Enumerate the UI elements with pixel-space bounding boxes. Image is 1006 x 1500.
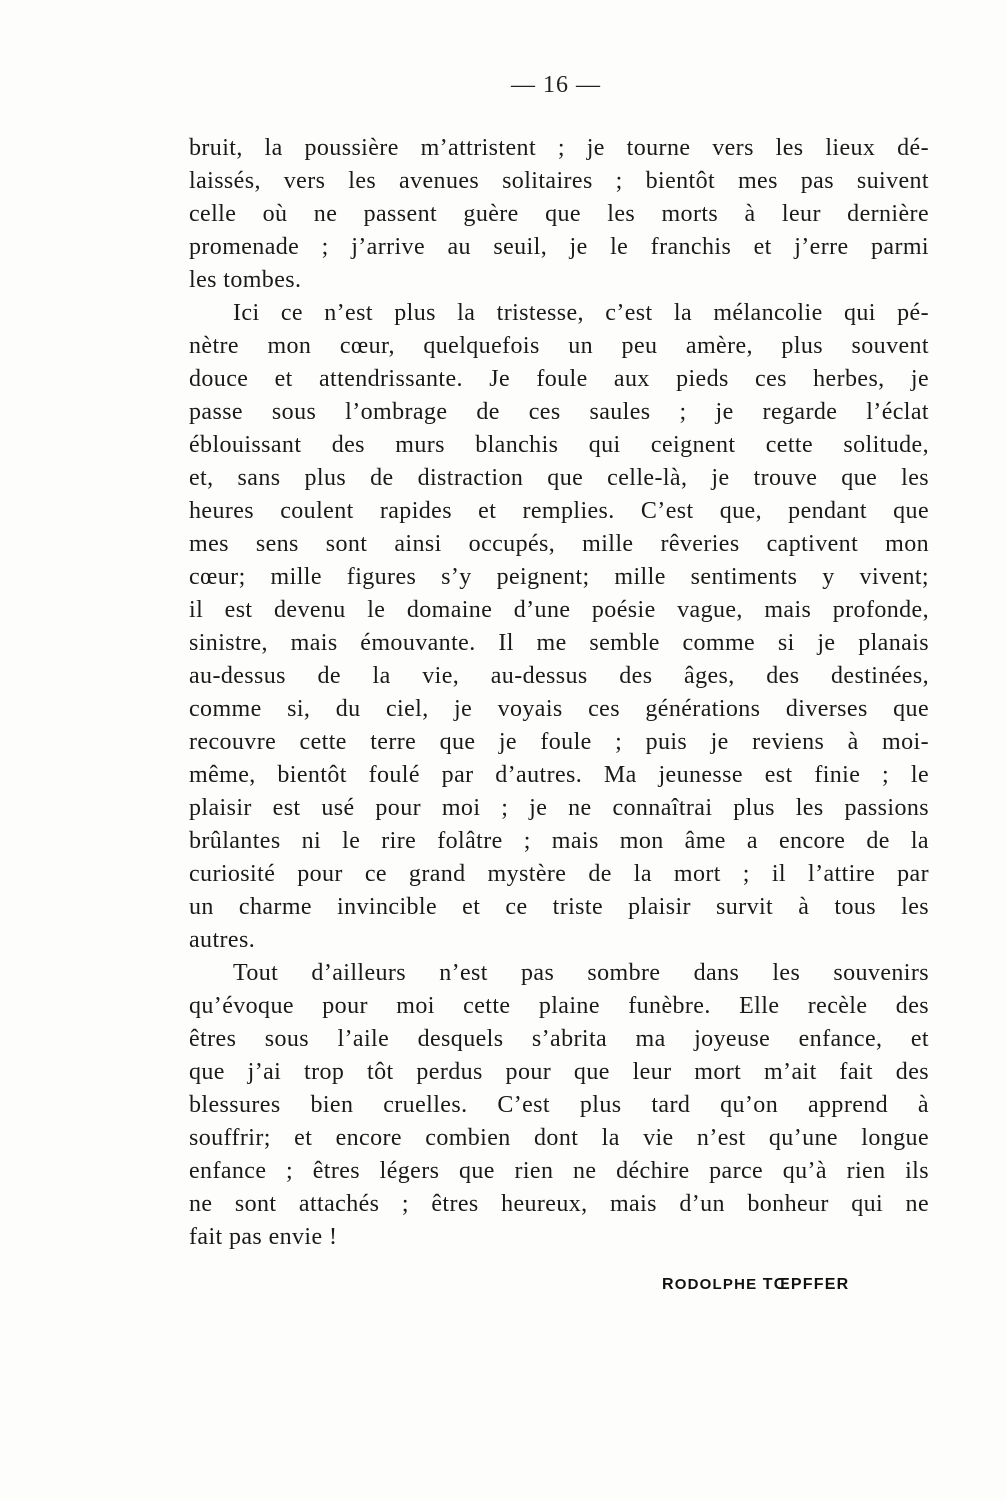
text-line: douce et attendrissante. Je foule aux pieds ces herbes, je (189, 366, 929, 392)
text-line: les tombes. (189, 267, 302, 293)
text-line: mes sens sont ainsi occupés, mille rêveries captivent mon (189, 531, 929, 557)
text-line: heures coulent rapides et remplies. C’est que, pendant que (189, 498, 929, 524)
text-line: brûlantes ni le rire folâtre ; mais mon âme a encore de la (189, 828, 929, 854)
text-line: promenade ; j’arrive au seuil, je le franchis et j’erre parmi (189, 234, 929, 260)
text-line: nètre mon cœur, quelquefois un peu amère, plus souvent (189, 333, 929, 359)
text-line: sinistre, mais émouvante. Il me semble comme si je planais (189, 630, 929, 656)
text-line: comme si, du ciel, je voyais ces générations diverses que (189, 696, 929, 722)
text-line: fait pas envie ! (189, 1224, 338, 1250)
text-line: passe sous l’ombrage de ces saules ; je regarde l’éclat (189, 399, 929, 425)
text-line: curiosité pour ce grand mystère de la mort ; il l’attire par (189, 861, 929, 887)
text-line: bruit, la poussière m’attristent ; je tourne vers les lieux dé- (189, 135, 929, 161)
text-line: souffrir; et encore combien dont la vie n’est qu’une longue (189, 1125, 929, 1151)
text-line: plaisir est usé pour moi ; je ne connaîtrai plus les passions (189, 795, 929, 821)
text-line: éblouissant des murs blanchis qui ceignent cette solitude, (189, 432, 929, 458)
text-line: il est devenu le domaine d’une poésie vague, mais profonde, (189, 597, 929, 623)
text-line: recouvre cette terre que je foule ; puis je reviens à moi- (189, 729, 929, 755)
text-line: cœur; mille figures s’y peignent; mille sentiments y vivent; (189, 564, 929, 590)
body-text (189, 132, 929, 1254)
signature-last-name: TŒPFFER (762, 1276, 850, 1293)
text-line: Tout d’ailleurs n’est pas sombre dans les souvenirs (233, 960, 929, 986)
text-line: êtres sous l’aile desquels s’abrita ma joyeuse enfance, et (189, 1026, 929, 1052)
page-number: — 16 — (511, 72, 601, 98)
author-signature (662, 1276, 849, 1294)
text-line: laissés, vers les avenues solitaires ; bientôt mes pas suivent (189, 168, 929, 194)
text-line: qu’évoque pour moi cette plaine funèbre. Elle recèle des (189, 993, 929, 1019)
text-line: que j’ai trop tôt perdus pour que leur mort m’ait fait des (189, 1059, 929, 1085)
text-line: blessures bien cruelles. C’est plus tard qu’on apprend à (189, 1092, 929, 1118)
text-line: un charme invincible et ce triste plaisir survit à tous les (189, 894, 929, 920)
signature-first-name: ODOLPHE (674, 1276, 758, 1293)
text-line: ne sont attachés ; êtres heureux, mais d’un bonheur qui ne (189, 1191, 929, 1217)
text-line: enfance ; êtres légers que rien ne déchire parce qu’à rien ils (189, 1158, 929, 1184)
text-line: et, sans plus de distraction que celle-là, je trouve que les (189, 465, 929, 491)
text-line: celle où ne passent guère que les morts à leur dernière (189, 201, 929, 227)
text-line: même, bientôt foulé par d’autres. Ma jeunesse est finie ; le (189, 762, 929, 788)
text-line: autres. (189, 927, 256, 953)
signature-initial: R (662, 1276, 675, 1293)
text-line: Ici ce n’est plus la tristesse, c’est la mélancolie qui pé- (233, 300, 929, 326)
text-line: au-dessus de la vie, au-dessus des âges, des destinées, (189, 663, 929, 689)
